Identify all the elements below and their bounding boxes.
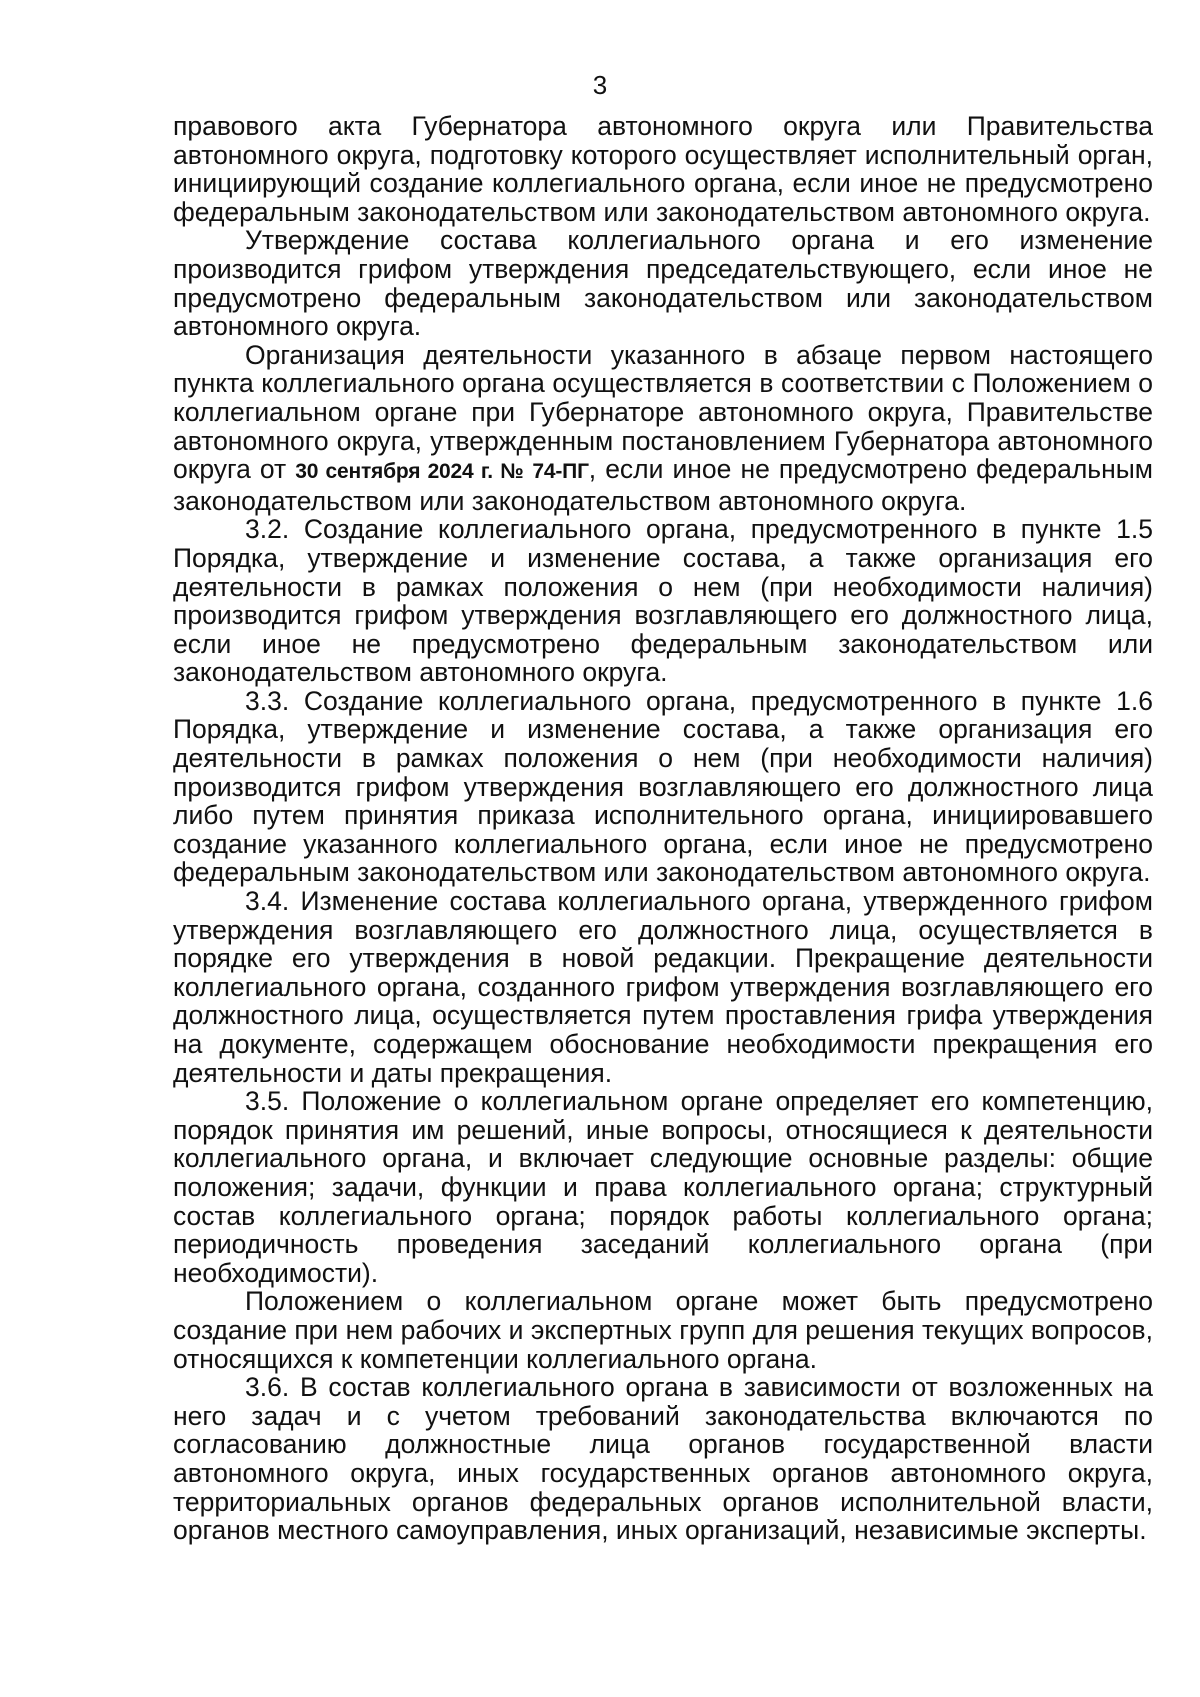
clause-3-5: 3.5. Положение о коллегиальном органе определяет его компетенцию, порядок принятия им решений, иные вопросы, относящиеся к деятельности коллегиального органа, и включает следующие основные разделы: общие положения; задачи, функции и права коллегиального органа; структурный состав коллегиального органа; порядок работы коллегиального органа; периодичность проведения заседаний коллегиального органа (при необходимости). [173, 1086, 1153, 1288]
page-number: 3 [592, 70, 608, 100]
paragraph-organization-activity [173, 341, 1153, 516]
clause-3-3: 3.3. Создание коллегиального органа, предусмотренного в пункте 1.6 Порядка, утверждение и изменение состава, а также организация его деятельности в рамках положения о нем (при необходимости наличия) производится грифом утверждения возглавляющего его должностного лица либо путем принятия приказа исполнительного органа, инициировавшего создание указанного коллегиального органа, если иное не предусмотрено федеральным законодательством или законодательством автономного округа. [173, 685, 1153, 888]
document-body [173, 112, 1153, 1545]
paragraph-composition-approval: Утверждение состава коллегиального органа и его изменение производится грифом утверждения председательствующего, если иное не предусмотрено федеральным законодательством или законодательством автономного округа. [173, 225, 1153, 342]
clause-3-6: 3.6. В состав коллегиального органа в зависимости от возложенных на него задач и с учетом требований законодательства включаются по согласованию должностные лица органов государственной власти автономного округа, иных государственных органов автономного округа, территориальных органов федеральных органов исполнительной власти, органов местного самоуправления, иных организаций, независимые эксперты. [173, 1372, 1153, 1546]
clause-3-2: 3.2. Создание коллегиального органа, предусмотренного в пункте 1.5 Порядка, утверждение и изменение состава, а также организация его деятельности в рамках положения о нем (при необходимости наличия) производится грифом утверждения возглавляющего его должностного лица, если иное не предусмотрено федеральным законодательством или законодательством автономного округа. [173, 514, 1153, 688]
clause-3-4: 3.4. Изменение состава коллегиального органа, утвержденного грифом утверждения возглавляющего его должностного лица, осуществляется в порядке его утверждения в новой редакции. Прекращение деятельности коллегиального органа, созданного грифом утверждения возглавляющего его должностного лица, осуществляется путем проставления грифа утверждения на документе, содержащем обоснование необходимости прекращения его деятельности и даты прекращения. [173, 886, 1153, 1088]
paragraph-text-after-stamp: , если иное не предусмотрено федеральным законодательством или законодательством автономного округа. [173, 454, 1153, 516]
paragraph-text-before-stamp: Организация деятельности указанного в абзаце первом настоящего пункта коллегиального органа осуществляется в соответствии с Положением о коллегиальном органе при Губернаторе автономного округа, Правительстве автономного округа, утвержденным постановлением Губернатора автономного округа от [173, 339, 1153, 485]
regulation-date-stamp: 30 сентября 2024 г. № 74-ПГ [295, 460, 589, 484]
paragraph-continuation: правового акта Губернатора автономного округа или Правительства автономного округа, подготовку которого осуществляет исполнительный орган, инициирующий создание коллегиального органа, если иное не предусмотрено федеральным законодательством или законодательством автономного округа. [173, 111, 1153, 227]
paragraph-working-groups: Положением о коллегиальном органе может быть предусмотрено создание при нем рабочих и экспертных групп для решения текущих вопросов, относящихся к компетенции коллегиального органа. [173, 1286, 1153, 1374]
